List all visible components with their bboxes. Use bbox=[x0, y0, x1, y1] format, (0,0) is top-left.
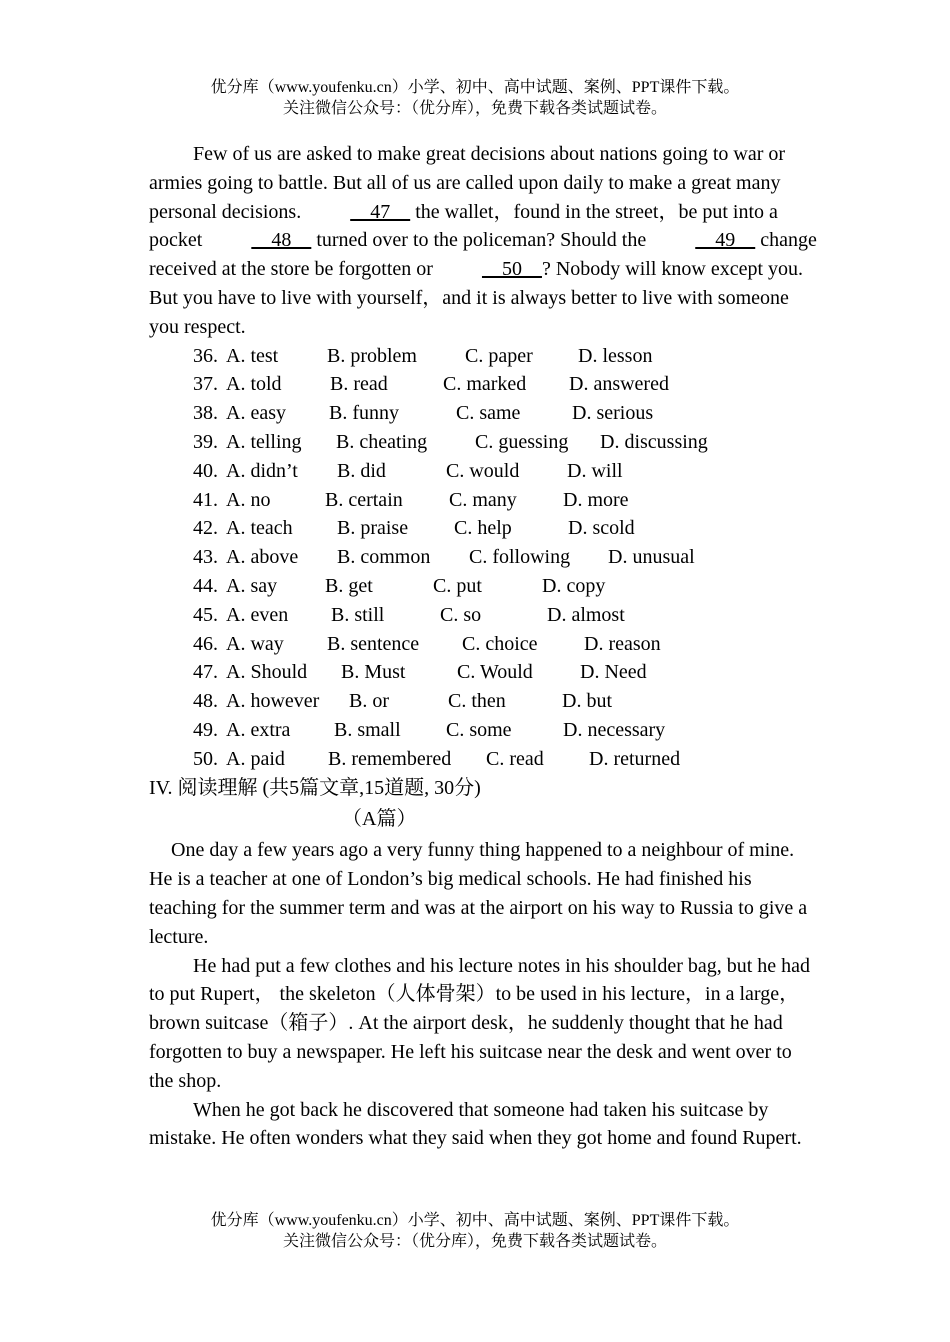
question-number: 49. bbox=[193, 718, 218, 741]
option-b: B. read bbox=[330, 373, 388, 396]
option-b: B. sentence bbox=[327, 632, 420, 655]
question-number: 45. bbox=[193, 603, 218, 626]
option-c: C. so bbox=[440, 603, 482, 626]
cloze-intro: Few of us are asked to make great decisions about nations going to war or armies going to battle. But all of us are called upon daily to make a great many personal decisions. bbox=[149, 143, 786, 223]
option-a: A. paid bbox=[226, 747, 285, 770]
question-number: 42. bbox=[193, 517, 218, 540]
question-number: 50. bbox=[193, 747, 218, 770]
option-c: C. read bbox=[486, 747, 544, 770]
option-a: A. say bbox=[226, 574, 278, 597]
option-d: D. unusual bbox=[608, 546, 695, 569]
question-row bbox=[149, 457, 819, 486]
cloze-after-49: change received at the store be forgotten or bbox=[149, 229, 817, 281]
option-d: D. will bbox=[567, 459, 623, 482]
option-c: C. marked bbox=[443, 373, 527, 396]
question-number: 40. bbox=[193, 459, 218, 482]
header-line-2: 关注微信公众号：（优分库），免费下载各类试题试卷。 bbox=[282, 100, 667, 117]
footer-line-2: 关注微信公众号：（优分库），免费下载各类试题试卷。 bbox=[282, 1233, 667, 1250]
option-c: C. help bbox=[454, 517, 512, 540]
option-c: C. many bbox=[449, 488, 517, 511]
question-number: 37. bbox=[193, 373, 218, 396]
cloze-after-47: the wallet，found in the street，be put into a pocket bbox=[149, 200, 778, 252]
footer-line-1: 优分库（www.youfenku.cn）小学、初中、高中试题、案例、PPT课件下载。 bbox=[210, 1212, 740, 1229]
option-b: B. or bbox=[349, 690, 389, 713]
option-a: A. even bbox=[226, 603, 289, 626]
option-b: B. certain bbox=[325, 488, 403, 511]
question-number: 41. bbox=[193, 488, 218, 511]
reading-paragraph-2: He had put a few clothes and his lecture notes in his shoulder bag, but he had to put Rupert， the skeleton（人体骨架）to be used in his lecture，in a large，brown suitcase（箱子）. At the airport desk，he suddenly thought that he had forgotten to buy a newspaper. He left his suitcase near the desk and went over to the shop. bbox=[149, 954, 811, 1092]
option-d: D. Need bbox=[580, 661, 647, 684]
option-c: C. following bbox=[469, 546, 571, 569]
option-a: A. extra bbox=[226, 718, 291, 741]
question-row bbox=[149, 630, 819, 659]
question-number: 43. bbox=[193, 546, 218, 569]
option-b: B. remembered bbox=[328, 747, 452, 770]
option-b: B. get bbox=[325, 574, 373, 597]
option-b: B. did bbox=[337, 459, 386, 482]
option-a: A. no bbox=[226, 488, 271, 511]
option-a: A. easy bbox=[226, 402, 286, 425]
reading-paragraph-1: One day a few years ago a very funny thing happened to a neighbour of mine. He is a teacher at one of London’s big medical schools. He had finished his teaching for the summer term and was at the airport on his way to Russia to give a lecture. bbox=[149, 839, 808, 948]
blank-48: 48 bbox=[251, 229, 312, 252]
blank-50: 50 bbox=[481, 258, 542, 281]
option-d: D. but bbox=[562, 690, 612, 713]
option-b: B. praise bbox=[337, 517, 409, 540]
question-number: 47. bbox=[193, 661, 218, 684]
question-row bbox=[149, 486, 819, 515]
option-c: C. put bbox=[433, 574, 482, 597]
option-c: C. then bbox=[448, 690, 506, 713]
question-number: 39. bbox=[193, 430, 218, 453]
question-row bbox=[149, 687, 819, 716]
question-number: 44. bbox=[193, 574, 218, 597]
question-row bbox=[149, 716, 819, 745]
option-d: D. lesson bbox=[578, 344, 653, 367]
option-d: D. necessary bbox=[563, 718, 666, 741]
question-number: 36. bbox=[193, 344, 218, 367]
page-content bbox=[149, 140, 819, 1153]
option-d: D. copy bbox=[542, 574, 606, 597]
option-b: B. small bbox=[334, 718, 401, 741]
option-d: D. scold bbox=[568, 517, 635, 540]
option-c: C. some bbox=[446, 718, 512, 741]
option-a: A. teach bbox=[226, 517, 293, 540]
option-a: A. however bbox=[226, 690, 320, 713]
option-d: D. serious bbox=[572, 402, 654, 425]
blank-47: 47 bbox=[350, 200, 411, 223]
blank-49: 49 bbox=[695, 229, 756, 252]
option-d: D. almost bbox=[547, 603, 625, 626]
option-a: A. telling bbox=[226, 430, 302, 453]
option-c: C. same bbox=[456, 402, 521, 425]
question-row bbox=[149, 745, 819, 774]
option-b: B. problem bbox=[327, 344, 417, 367]
question-row bbox=[149, 342, 819, 371]
cloze-passage bbox=[149, 140, 819, 342]
question-list bbox=[149, 342, 819, 774]
option-d: D. answered bbox=[569, 373, 669, 396]
option-b: B. still bbox=[331, 603, 385, 626]
question-row bbox=[149, 572, 819, 601]
cloze-after-50: ? Nobody will know except you. But you have to live with yourself，and it is always better to live with someone you respect. bbox=[149, 258, 804, 338]
option-b: B. funny bbox=[329, 402, 399, 425]
option-c: C. guessing bbox=[475, 430, 569, 453]
question-row bbox=[149, 399, 819, 428]
option-b: B. cheating bbox=[336, 430, 428, 453]
reading-section-title: IV. 阅读理解 (共5篇文章,15道题, 30分) bbox=[149, 776, 481, 799]
question-number: 46. bbox=[193, 632, 218, 655]
question-row bbox=[149, 601, 819, 630]
option-c: C. Would bbox=[457, 661, 533, 684]
option-a: A. above bbox=[226, 546, 299, 569]
question-row bbox=[149, 658, 819, 687]
option-b: B. common bbox=[337, 546, 431, 569]
option-c: C. choice bbox=[462, 632, 538, 655]
option-c: C. paper bbox=[465, 344, 533, 367]
option-d: D. more bbox=[563, 488, 629, 511]
option-c: C. would bbox=[446, 459, 520, 482]
question-row bbox=[149, 514, 819, 543]
page-header bbox=[0, 77, 950, 119]
page-footer bbox=[0, 1210, 950, 1252]
option-a: A. didn’t bbox=[226, 459, 298, 482]
option-d: D. returned bbox=[589, 747, 681, 770]
question-row bbox=[149, 543, 819, 572]
option-d: D. discussing bbox=[600, 430, 708, 453]
option-a: A. test bbox=[226, 344, 279, 367]
question-row bbox=[149, 428, 819, 457]
question-number: 38. bbox=[193, 402, 218, 425]
option-a: A. way bbox=[226, 632, 284, 655]
reading-part-title: （A篇） bbox=[342, 808, 417, 831]
cloze-after-48: turned over to the policeman? Should the bbox=[311, 229, 652, 252]
option-a: A. Should bbox=[226, 661, 308, 684]
question-row bbox=[149, 370, 819, 399]
reading-paragraph-3: When he got back he discovered that someone had taken his suitcase by mistake. He often wonders what they said when they got home and found Rupert. bbox=[149, 1098, 802, 1150]
option-a: A. told bbox=[226, 373, 282, 396]
option-b: B. Must bbox=[341, 661, 406, 684]
header-line-1: 优分库（www.youfenku.cn）小学、初中、高中试题、案例、PPT课件下载。 bbox=[210, 79, 740, 96]
option-d: D. reason bbox=[584, 632, 661, 655]
question-number: 48. bbox=[193, 690, 218, 713]
